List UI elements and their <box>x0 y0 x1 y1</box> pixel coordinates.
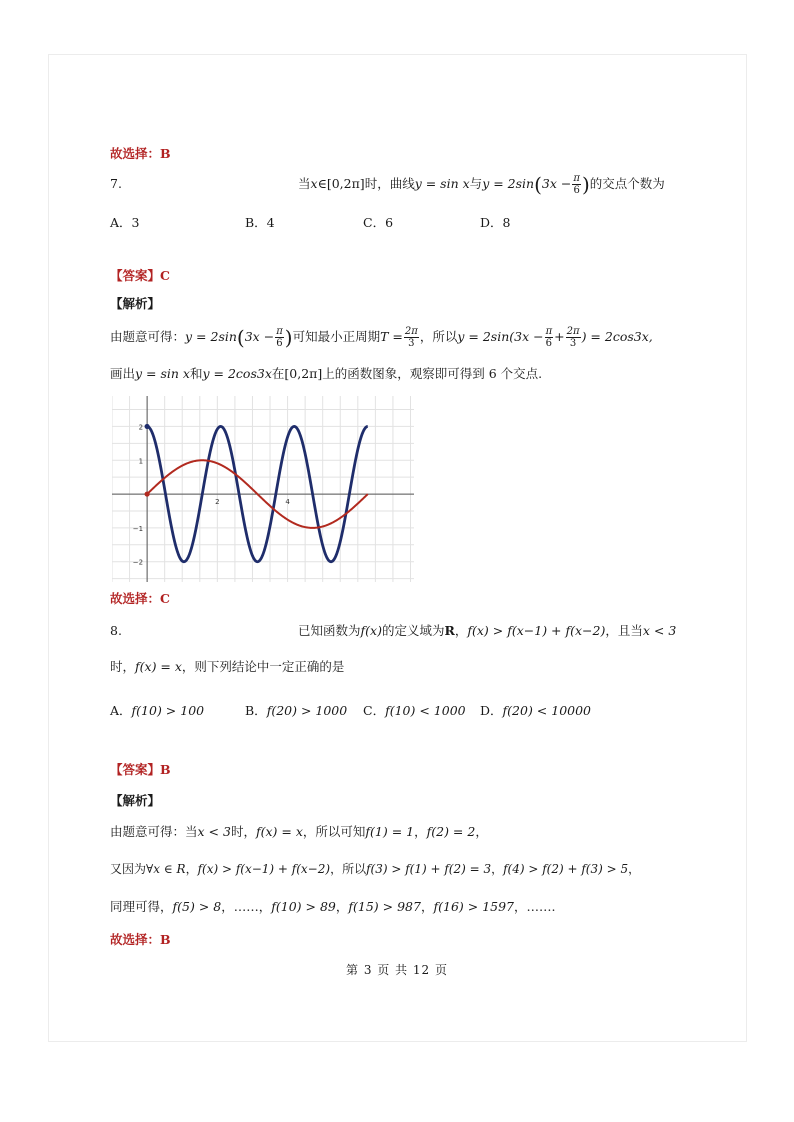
y-tick-label: 1 <box>138 457 144 466</box>
q7-stem: 当x∈[0,2π]时，曲线y = sin x与y = 2sin(3x − $\frac{\pi}{6}$ )的交点个数为 <box>298 172 665 197</box>
y-tick-label: −2 <box>132 558 144 567</box>
y-tick-label: 2 <box>138 423 144 432</box>
q8-analysis-line3: 同理可得，f(5) > 8，……，f(10) > 89，f(15) > 987，f(16) > 1597，……. <box>110 899 556 914</box>
q7-analysis-line2: 画出y = sin x和y = 2cos3x在[0,2π]上的函数图象，观察即可得到 6 个交点. <box>110 366 543 381</box>
q7-option-a: A．3 <box>110 215 140 230</box>
curve-sinx-start-point <box>145 491 150 496</box>
q7-answer: 【答案】C <box>110 268 170 283</box>
q8-stem-line2: 时，f(x) = x，则下列结论中一定正确的是 <box>110 659 345 674</box>
q8-stem: 已知函数为f(x)的定义域为R，f(x) > f(x−1) + f(x−2)，且当x < 3 <box>298 623 677 638</box>
x-tick-label: 4 <box>285 498 290 507</box>
q7-option-d: D．8 <box>480 215 511 230</box>
q8-analysis-line1: 由题意可得：当x < 3时，f(x) = x，所以可知f(1) = 1，f(2) = 2， <box>110 824 488 839</box>
q8-number: 8. <box>110 623 122 638</box>
q7-option-c: C．6 <box>363 215 394 230</box>
q8-analysis-line2: 又因为∀x ∈ R，f(x) > f(x−1) + f(x−2)，所以f(3) > f(1) + f(2) = 3，f(4) > f(2) + f(3) > 5， <box>110 862 641 876</box>
q7-analysis-label: 【解析】 <box>110 296 161 311</box>
q7-conclusion: 故选择：C <box>110 591 170 606</box>
q8-option-d: D．f(20) < 10000 <box>480 703 592 718</box>
q8-option-c: C．f(10) < 1000 <box>363 703 466 718</box>
q8-option-b: B．f(20) > 1000 <box>245 703 348 718</box>
q7-analysis-line1: 由题意可得：y = 2sin(3x − $\frac{\pi}{6}$ )可知最小正周期T = $\frac{2\pi}{3}$ ，所以y = 2sin(3x − $\frac{\pi}{6}$ + $\frac{2\pi}{3}$ ) = 2cos3x, <box>110 325 653 350</box>
q7-option-b: B．4 <box>245 215 275 230</box>
q8-analysis-label: 【解析】 <box>110 793 161 808</box>
page-footer: 第 3 页 共 12 页 <box>346 963 448 977</box>
q8-conclusion: 故选择：B <box>110 932 171 947</box>
q7-number: 7. <box>110 176 122 191</box>
q6-conclusion: 故选择：B <box>110 146 171 161</box>
q8-option-a: A．f(10) > 100 <box>110 703 205 718</box>
y-tick-label: −1 <box>132 524 144 533</box>
x-tick-label: 2 <box>215 498 220 507</box>
function-graph <box>112 396 414 582</box>
q8-answer: 【答案】B <box>110 762 171 777</box>
curve-2cos3x-start-point <box>145 424 150 429</box>
